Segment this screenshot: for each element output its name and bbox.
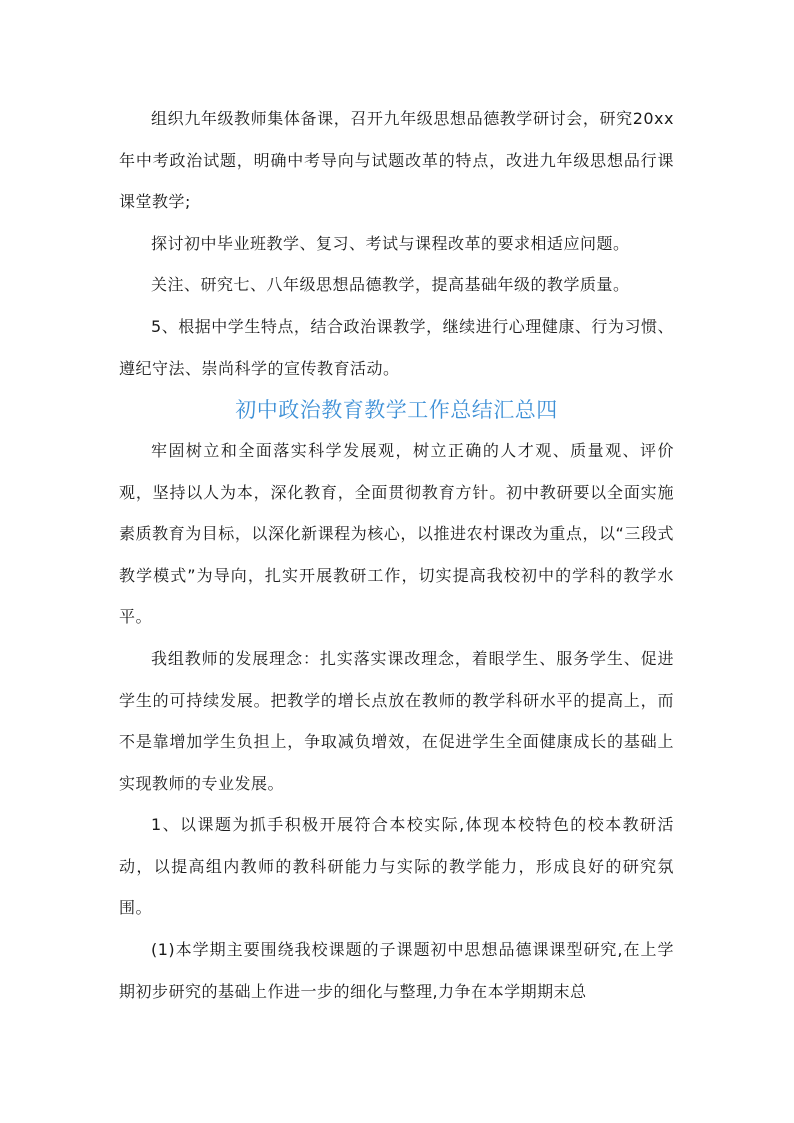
paragraph-3: 关注、研究七、八年级思想品德教学，提高基础年级的教学质量。 — [151, 275, 630, 294]
paragraph-5: 牢固树立和全面落实科学发展观，树立正确的人才观、质量观、评价观，坚持以人为本，深化教育，全面贯彻教育方针。初中教研要以全面实施素质教育为目标，以深化新课程为核心，以推进农村课改为重点，以“三段式教学模式”为导向，扎实开展教研工作，切实提高我校初中的学科的教学水平。 — [119, 441, 674, 626]
paragraph-4: 5、根据中学生特点，结合政治课教学，继续进行心理健康、行为习惯、遵纪守法、崇尚科学的宣传教育活动。 — [119, 317, 674, 378]
paragraph-6: 我组教师的发展理念：扎实落实课改理念，着眼学生、服务学生、促进学生的可持续发展。把教学的增长点放在教师的教学科研水平的提高上，而不是靠增加学生负担上，争取减负增效，在促进学生全面健康成长的基础上实现教师的专业发展。 — [119, 649, 674, 793]
paragraph-7: 1、以课题为抓手积极开展符合本校实际,体现本校特色的校本教研活动，以提高组内教师的教科研能力与实际的教学能力，形成良好的研究氛围。 — [119, 815, 674, 917]
section-heading: 初中政治教育教学工作总结汇总四 — [235, 398, 558, 422]
paragraph-1: 组织九年级教师集体备课，召开九年级思想品德教学研讨会，研究20xx 年中考政治试题，明确中考导向与试题改革的特点，改进九年级思想品行课课堂教学; — [119, 109, 674, 211]
paragraph-2: 探讨初中毕业班教学、复习、考试与课程改革的要求相适应问题。 — [151, 234, 630, 253]
paragraph-8: (1)本学期主要围绕我校课题的子课题初中思想品德课课型研究,在上学期初步研究的基础上作进一步的细化与整理,力争在本学期期末总 — [119, 940, 674, 1001]
